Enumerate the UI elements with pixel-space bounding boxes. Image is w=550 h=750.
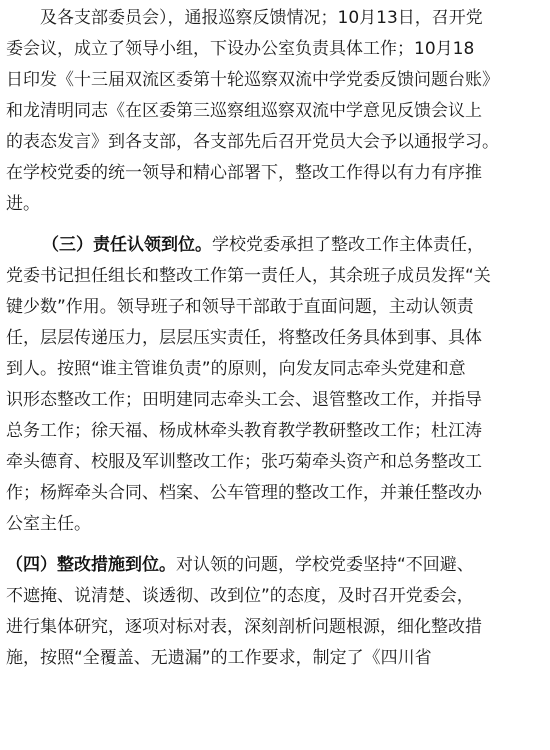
text-line: 在学校党委的统一领导和精心部署下，整改工作得以有力有序推 xyxy=(6,163,482,183)
text-line: 日印发《十三届双流区委第十轮巡察双流中学党委反馈问题台账》 xyxy=(6,70,499,90)
section-heading: （三）责任认领到位。 xyxy=(42,235,212,255)
text-line: 及各支部委员会），通报巡察反馈情况；10月13日，召开党 xyxy=(6,8,483,28)
text-line: 作；杨辉牵头合同、档案、公车管理的整改工作，并兼任整改办 xyxy=(6,483,482,503)
section-first-line xyxy=(6,550,544,581)
text-line: 不遮掩、说清楚、谈透彻、改到位”的态度，及时召开党委会， xyxy=(6,586,474,606)
text-line: 总务工作；徐天福、杨成林牵头教育教学教研整改工作；杜江涛 xyxy=(6,421,482,441)
section-first-line xyxy=(6,230,544,261)
text-line: 进。 xyxy=(6,194,40,214)
text-line: 的表态发言》到各支部，各支部先后召开党员大会予以通报学习。 xyxy=(6,132,499,152)
text-run: 对认领的问题，学校党委坚持“不回避、 xyxy=(176,555,474,575)
section-heading: （四）整改措施到位。 xyxy=(6,555,176,575)
text-line: 进行集体研究，逐项对标对表，深刻剖析问题根源，细化整改措 xyxy=(6,617,482,637)
text-run: 学校党委承担了整改工作主体责任， xyxy=(212,235,484,255)
paragraph-responsibility xyxy=(6,230,544,540)
text-line: 党委书记担任组长和整改工作第一责任人，其余班子成员发挥“关 xyxy=(6,266,491,286)
text-line: 施，按照“全覆盖、无遗漏”的工作要求，制定了《四川省 xyxy=(6,648,432,668)
text-line: 委会议，成立了领导小组，下设办公室负责具体工作；10月18 xyxy=(6,39,475,59)
text-line: 识形态整改工作；田明建同志牵头工会、退管整改工作，并指导 xyxy=(6,390,482,410)
paragraph-intro xyxy=(6,3,544,220)
text-line: 到人。按照“谁主管谁负责”的原则，向发友同志牵头党建和意 xyxy=(6,359,466,379)
paragraph-measures xyxy=(6,550,544,674)
text-line: 牵头德育、校服及军训整改工作；张巧菊牵头资产和总务整改工 xyxy=(6,452,482,472)
text-line: 和龙清明同志《在区委第三巡察组巡察双流中学意见反馈会议上 xyxy=(6,101,482,121)
text-line: 任，层层传递压力，层层压实责任，将整改任务具体到事、具体 xyxy=(6,328,482,348)
text-line: 键少数”作用。领导班子和领导干部敢于直面问题，主动认领责 xyxy=(6,297,474,317)
text-line: 公室主任。 xyxy=(6,514,91,534)
